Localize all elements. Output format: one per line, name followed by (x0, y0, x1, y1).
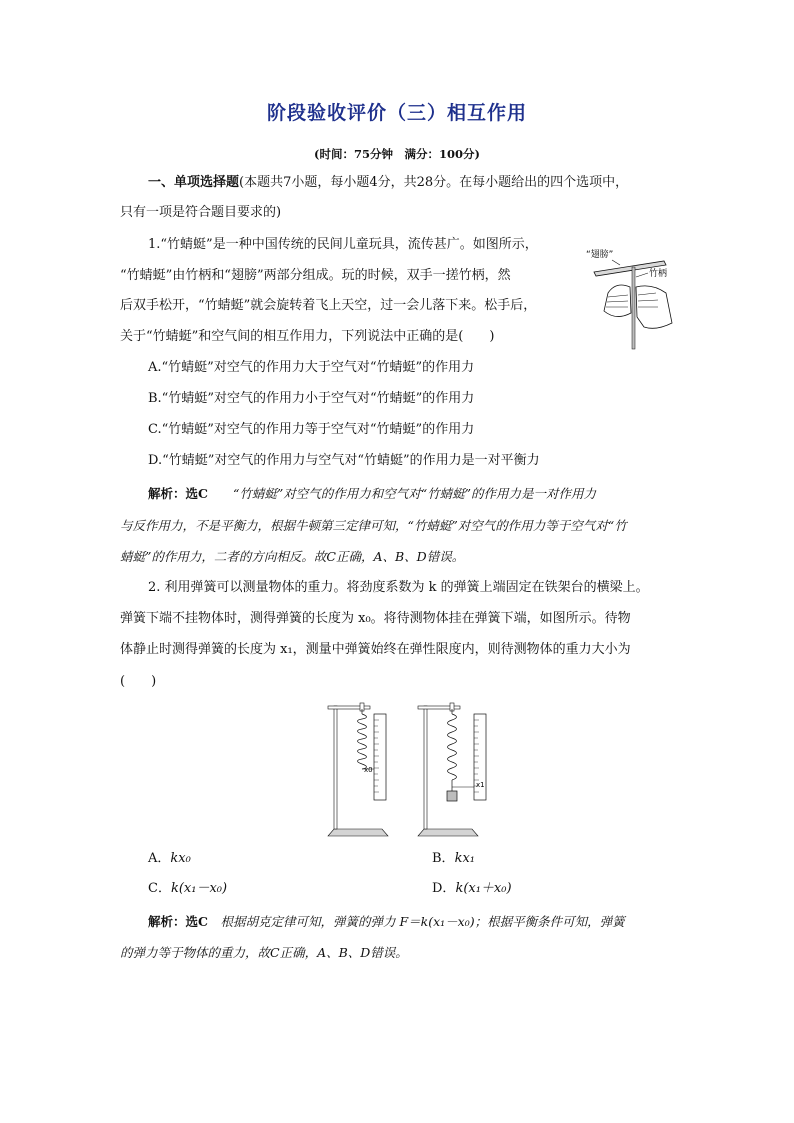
q1-analysis-line-2: 与反作用力，不是平衡力，根据牛顿第三定律可知，“竹蜻蜓”对空气的作用力等于空气对“竹 (120, 518, 627, 533)
section-label: 一、单项选择题 (148, 175, 240, 190)
q2-line-4: ( ) (120, 674, 157, 689)
q1-line-4: 关于“竹蜻蜓”和空气间的相互作用力，下列说法中正确的是( ) (120, 329, 495, 344)
q2-option-c: C．k(x₁－x₀) (148, 881, 228, 896)
q1-option-b: B.“竹蜻蜓”对空气的作用力小于空气对“竹蜻蜓”的作用力 (148, 391, 475, 406)
q2-line-3: 体静止时测得弹簧的长度为 x₁，测量中弹簧始终在弹性限度内，则待测物体的重力大小为 (120, 642, 631, 657)
q2-option-d: D．k(x₁＋x₀) (432, 881, 512, 896)
q2-line-2: 弹簧下端不挂物体时，测得弹簧的长度为 x₀。将待测物体挂在弹簧下端，如图所示。待物 (120, 611, 631, 626)
wing-label: “翅膀” (586, 250, 614, 260)
label-x1: x1 (476, 781, 485, 789)
label-x0: x0 (364, 766, 373, 774)
q1-line-2: “竹蜻蜓”由竹柄和“翅膀”两部分组成。玩的时候，双手一搓竹柄，然 (120, 268, 511, 283)
q2-option-a: A．kx₀ (148, 851, 191, 866)
q1-analysis-line-3: 蜻蜓”的作用力，二者的方向相反。故C正确，A、B、D错误。 (120, 549, 465, 564)
q2-analysis-line-2: 的弹力等于物体的重力，故C正确，A、B、D错误。 (120, 945, 408, 960)
handle-shape (632, 267, 635, 349)
left-stand (328, 703, 388, 836)
q2-analysis-line-1 (148, 913, 625, 931)
q1-option-c: C.“竹蜻蜓”对空气的作用力等于空气对“竹蜻蜓”的作用力 (148, 422, 475, 437)
page-title: 阶段验收评价（三）相互作用 (266, 102, 527, 124)
section-desc-2: 只有一项是符合题目要求的) (120, 205, 282, 220)
q1-line-3: 后双手松开，“竹蜻蜓”就会旋转着飞上天空，过一会儿落下来。松手后， (120, 298, 537, 313)
bamboo-dragonfly-figure (586, 243, 678, 355)
q1-line-1: 1.“竹蜻蜓”是一种中国传统的民间儿童玩具，流传甚广。如图所示， (148, 237, 538, 252)
q2-analysis-label: 解析： (148, 914, 186, 929)
q1-analysis-answer: 选C (185, 486, 208, 501)
section-desc: (本题共7小题，每小题4分，共28分。在每小题给出的四个选项中， (239, 175, 629, 190)
q1-option-a: A.“竹蜻蜓”对空气的作用力大于空气对“竹蜻蜓”的作用力 (148, 360, 475, 375)
q2-option-b: B．kx₁ (432, 851, 475, 866)
right-stand (418, 703, 486, 836)
q2-analysis-text-1: 根据胡克定律可知，弹簧的弹力 F＝k(x₁－x₀)；根据平衡条件可知，弹簧 (220, 914, 625, 929)
left-spring (358, 714, 367, 769)
q1-option-d: D.“竹蜻蜓”对空气的作用力与空气对“竹蜻蜓”的作用力是一对平衡力 (148, 453, 540, 468)
section-header (148, 174, 628, 192)
test-weight (447, 791, 457, 801)
q2-analysis-answer: 选C (185, 914, 208, 929)
q1-analysis-line-1 (148, 485, 596, 503)
q1-analysis-label: 解析： (148, 486, 186, 501)
page-subtitle: (时间：75分钟 满分：100分) (314, 147, 480, 161)
left-ruler (374, 714, 386, 800)
handle-label: 竹柄 (649, 269, 668, 279)
q2-line-1: 2. 利用弹簧可以测量物体的重力。将劲度系数为 k 的弹簧上端固定在铁架台的横梁上。 (148, 580, 649, 595)
right-spring (448, 714, 457, 780)
q1-analysis-text-1: “竹蜻蜓”对空气的作用力和空气对“竹蜻蜓”的作用力是一对作用力 (232, 486, 597, 501)
spring-apparatus-figure (320, 696, 510, 840)
left-hand-shape (604, 285, 631, 317)
